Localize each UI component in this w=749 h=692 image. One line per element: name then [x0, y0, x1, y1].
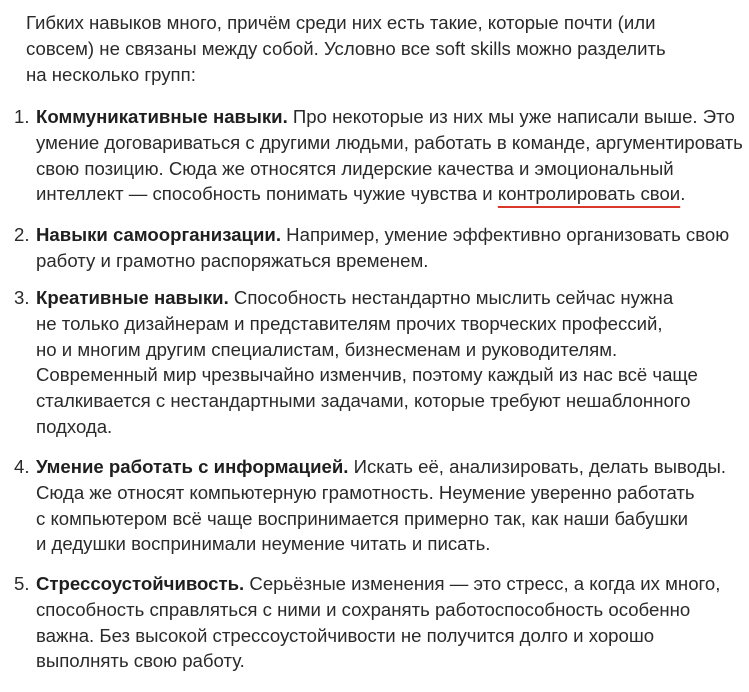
- list-item-number: 5.: [14, 573, 30, 594]
- list-item-line: Современный мир чрезвычайно изменчив, поэтому каждый из нас всё чаще: [36, 364, 698, 386]
- list-item-text: Способность нестандартно мыслить сейчас нужна: [228, 287, 674, 308]
- list-item-line: выполнять свою работу.: [36, 650, 245, 672]
- intro-paragraph: [26, 10, 726, 87]
- intro-line: Гибких навыков много, причём среди них есть такие, которые почти (или: [26, 12, 656, 33]
- list-item-text: Искать её, анализировать, делать выводы.: [348, 456, 727, 477]
- list-item-line: [36, 222, 746, 248]
- list-item-line: и дедушки воспринимали неумение читать и писать.: [36, 533, 491, 555]
- list-item-line: не только дизайнерам и представителям прочих творческих профессий,: [36, 312, 663, 334]
- list-item-text: Например, умение эффективно организовать свою: [281, 224, 730, 245]
- list-item-line: подхода.: [36, 415, 113, 437]
- list-item-body: [36, 571, 746, 674]
- list-item-line: [36, 181, 746, 207]
- list-item-line: с компьютером всё чаще воспринимается примерно так, как наши бабушки: [36, 507, 688, 529]
- list-item-body: [36, 222, 746, 274]
- list-item-line: работу и грамотно распоряжаться временем.: [36, 249, 429, 271]
- list-item-line: сталкивается с нестандартными задачами, которые требуют нешаблонного: [36, 390, 691, 412]
- list-item-title: Креативные навыки.: [36, 287, 229, 308]
- intro-line: совсем) не связаны между собой. Условно все soft skills можно разделить: [26, 37, 666, 59]
- list-item-text: Серьёзные изменения — это стресс, а когда их много,: [244, 573, 721, 594]
- list-item-number: 4.: [14, 456, 30, 477]
- list-item-line: Сюда же относят компьютерную грамотность. Неумение уверенно работать: [36, 481, 695, 503]
- list-item-line: [36, 104, 746, 130]
- intro-line: на несколько групп:: [26, 63, 196, 85]
- list-item-text: Про некоторые из них мы уже написали выше. Это: [287, 106, 735, 127]
- list-item-body: [36, 285, 746, 440]
- inline-link[interactable]: контролировать свои: [497, 183, 681, 205]
- list-item-number: 2.: [14, 224, 30, 245]
- list-item-title: Коммуникативные навыки.: [36, 106, 288, 127]
- list-item-line: умение договариваться с другими людьми, работать в команде, аргументировать: [36, 131, 743, 153]
- list-item-line: важна. Без высокой стрессоустойчивости не получится долго и хорошо: [36, 624, 655, 646]
- list-item-text: интеллект — способность понимать чужие чувства и: [36, 183, 498, 205]
- list-item-number: 1.: [14, 106, 30, 127]
- list-item-line: [36, 454, 746, 480]
- list-item-line: но и многим другим специалистам, бизнесменам и руководителям.: [36, 338, 618, 360]
- list-item-body: [36, 454, 746, 557]
- list-item-title: Навыки самоорганизации.: [36, 224, 282, 245]
- list-item-text: .: [680, 183, 686, 205]
- list-item-line: свою позицию. Сюда же относятся лидерские качества и эмоциональный: [36, 157, 674, 179]
- list-item-line: [36, 571, 746, 597]
- list-item-body: [36, 104, 746, 207]
- list-item-number: 3.: [14, 287, 30, 308]
- list-item-line: [36, 285, 746, 311]
- list-item-line: способность справляться с ними и сохранять работоспособность особенно: [36, 598, 691, 620]
- list-item-title: Умение работать с информацией.: [36, 456, 349, 477]
- list-item-title: Стрессоустойчивость.: [36, 573, 245, 594]
